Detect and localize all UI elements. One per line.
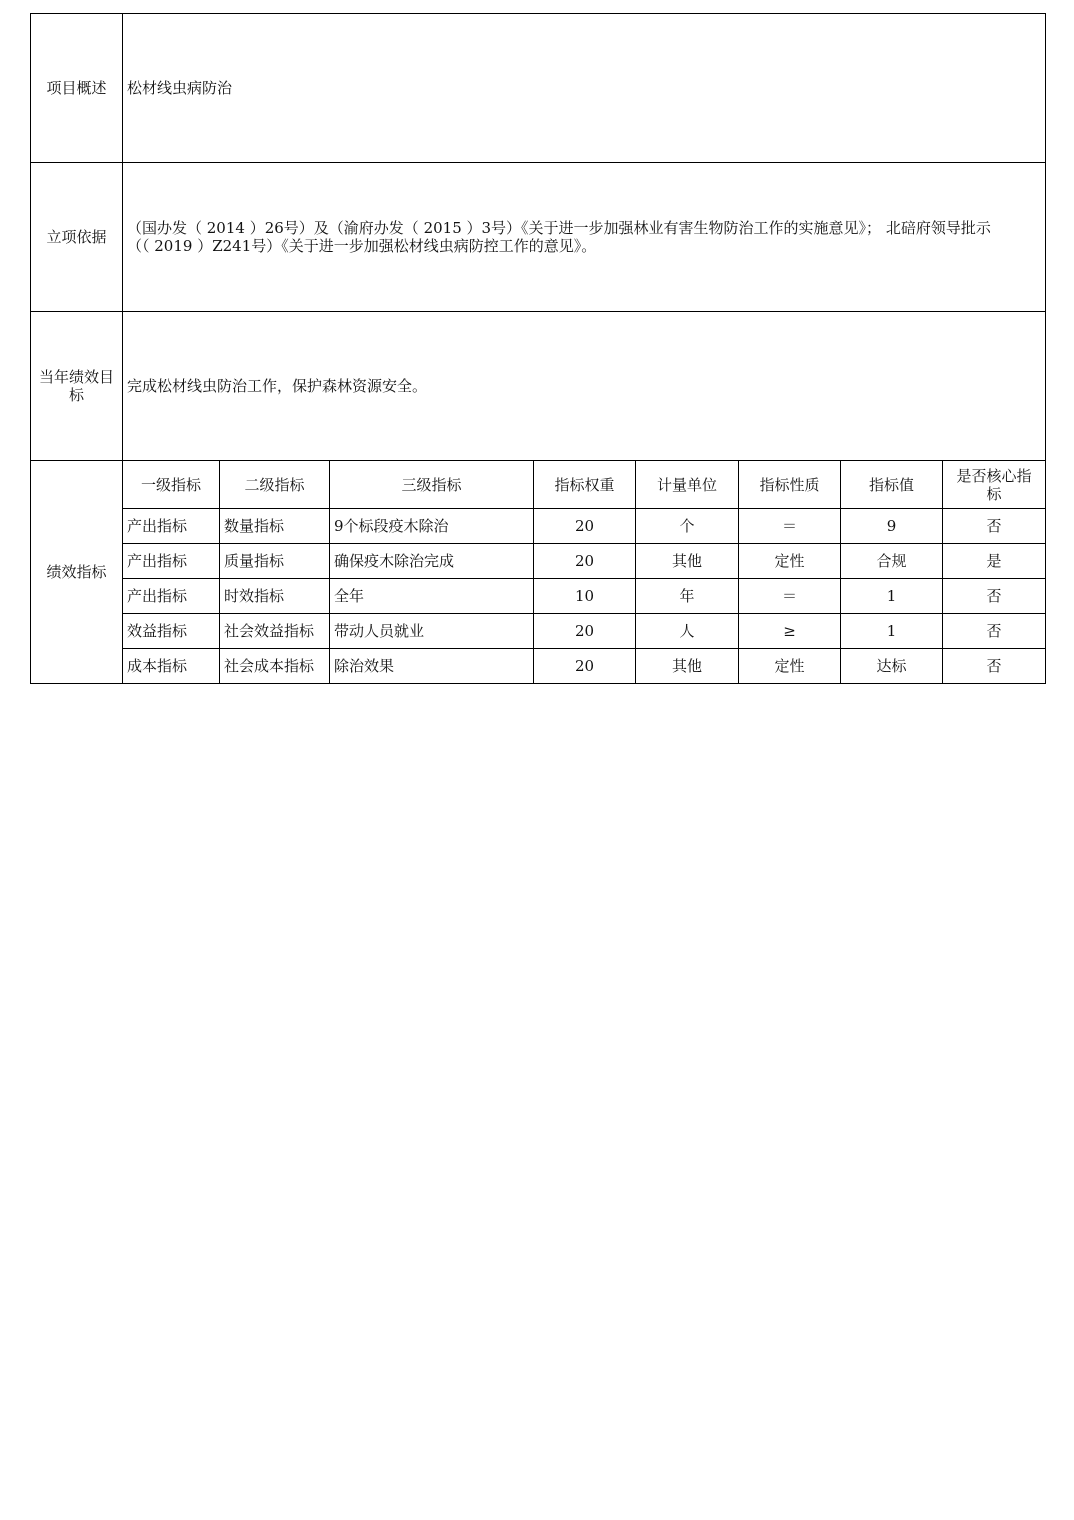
row-core: 否 — [943, 509, 1046, 544]
header-unit: 计量单位 — [636, 461, 739, 509]
goal-label-line-1: 当年绩效目 — [38, 368, 114, 386]
header-nature: 指标性质 — [739, 461, 841, 509]
row-weight: 20 — [534, 614, 636, 649]
row-level1: 成本指标 — [123, 649, 220, 684]
indicator-row — [31, 649, 1046, 684]
row-level2: 社会成本指标 — [220, 649, 330, 684]
basis-value — [123, 163, 1046, 312]
row-value: 1 — [841, 614, 943, 649]
header-core — [943, 461, 1046, 509]
row-value: 1 — [841, 579, 943, 614]
row-weight: 20 — [534, 509, 636, 544]
basis-label: 立项依据 — [31, 163, 123, 312]
performance-table — [30, 13, 1046, 684]
row-level2: 数量指标 — [220, 509, 330, 544]
row-unit: 个 — [636, 509, 739, 544]
goal-label-line-2: 标 — [68, 386, 84, 404]
header-level1: 一级指标 — [123, 461, 220, 509]
row-value: 9 — [841, 509, 943, 544]
row-level3: 除治效果 — [330, 649, 534, 684]
goal-row — [31, 312, 1046, 461]
row-weight: 10 — [534, 579, 636, 614]
row-weight: 20 — [534, 544, 636, 579]
row-unit: 其他 — [636, 544, 739, 579]
row-level1: 效益指标 — [123, 614, 220, 649]
row-level1: 产出指标 — [123, 544, 220, 579]
goal-label — [31, 312, 123, 461]
row-core: 否 — [943, 579, 1046, 614]
row-value: 合规 — [841, 544, 943, 579]
row-unit: 年 — [636, 579, 739, 614]
indicator-row — [31, 544, 1046, 579]
indicator-row — [31, 509, 1046, 544]
row-unit: 人 — [636, 614, 739, 649]
overview-label: 项目概述 — [31, 14, 123, 163]
row-value: 达标 — [841, 649, 943, 684]
row-core: 是 — [943, 544, 1046, 579]
basis-line-2: （（ 2019 ）Z241号）《关于进一步加强松材线虫病防控工作的意见》。 — [127, 237, 597, 255]
overview-row — [31, 14, 1046, 163]
row-weight: 20 — [534, 649, 636, 684]
row-core: 否 — [943, 614, 1046, 649]
row-nature: ＝ — [739, 509, 841, 544]
row-nature: 定性 — [739, 544, 841, 579]
basis-row — [31, 163, 1046, 312]
row-level1: 产出指标 — [123, 509, 220, 544]
row-level3: 带动人员就业 — [330, 614, 534, 649]
indicators-label: 绩效指标 — [31, 461, 123, 684]
row-level3: 9个标段疫木除治 — [330, 509, 534, 544]
header-level3: 三级指标 — [330, 461, 534, 509]
row-level2: 时效指标 — [220, 579, 330, 614]
header-core-line-2: 标 — [986, 484, 1002, 503]
header-value: 指标值 — [841, 461, 943, 509]
row-level2: 质量指标 — [220, 544, 330, 579]
row-nature: ＝ — [739, 579, 841, 614]
row-nature: ≥ — [739, 614, 841, 649]
header-level2: 二级指标 — [220, 461, 330, 509]
indicator-row — [31, 579, 1046, 614]
row-level3: 确保疫木除治完成 — [330, 544, 534, 579]
overview-value: 松材线虫病防治 — [123, 14, 1046, 163]
row-nature: 定性 — [739, 649, 841, 684]
row-level1: 产出指标 — [123, 579, 220, 614]
row-level3: 全年 — [330, 579, 534, 614]
row-unit: 其他 — [636, 649, 739, 684]
row-level2: 社会效益指标 — [220, 614, 330, 649]
basis-line-1: （国办发（ 2014 ）26号）及（渝府办发（ 2015 ）3号）《关于进一步加强林业有害生物防治工作的实施意见》； 北碚府领导批示 — [127, 219, 991, 237]
indicator-row — [31, 614, 1046, 649]
header-core-line-1: 是否核心指 — [956, 466, 1032, 485]
header-weight: 指标权重 — [534, 461, 636, 509]
row-core: 否 — [943, 649, 1046, 684]
goal-value: 完成松材线虫防治工作，保护森林资源安全。 — [123, 312, 1046, 461]
indicator-header-row — [31, 461, 1046, 509]
